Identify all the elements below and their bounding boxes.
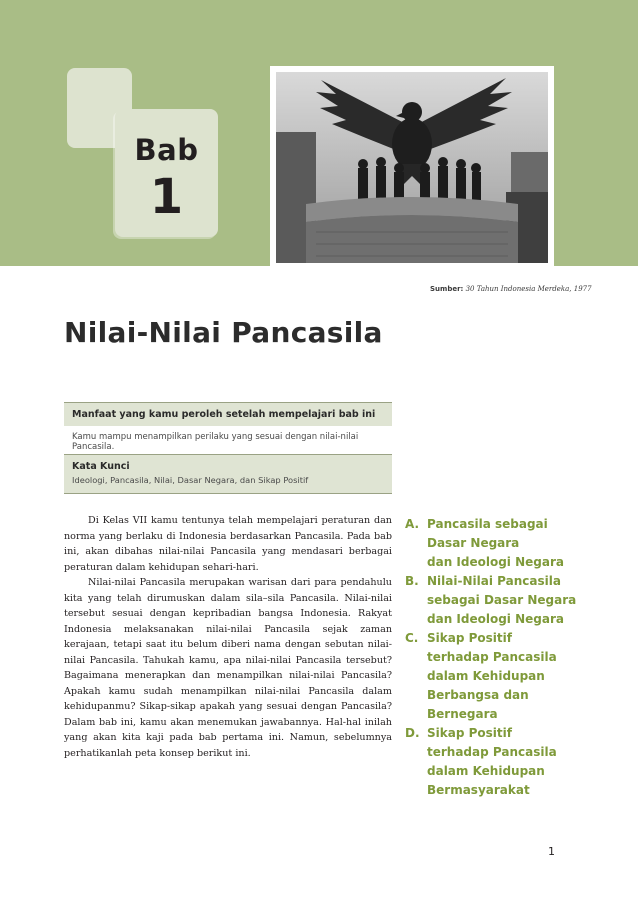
manfaat-heading: Manfaat yang kamu peroleh setelah mempelajari bab ini xyxy=(64,402,392,426)
outline-text: Nilai-Nilai Pancasila sebagai Dasar Negara dan Ideologi Negara xyxy=(427,574,577,626)
bab-number: 1 xyxy=(149,169,184,225)
outline-item xyxy=(405,629,585,724)
outline-letter: D. xyxy=(405,726,420,740)
manfaat-text: Kamu mampu menampilkan perilaku yang sesuai dengan nilai-nilai Pancasila. xyxy=(72,432,359,452)
kata-kunci-text: Ideologi, Pancasila, Nilai, Dasar Negara, dan Sikap Positif xyxy=(72,475,309,485)
photo-source-label: Sumber: xyxy=(430,285,464,293)
chapter-outline xyxy=(405,515,585,800)
intro-paragraph: Nilai-nilai Pancasila merupakan warisan dari para pendahulu kita yang telah dirumuskan dalam sila–sila Pancasila. Nilai-nilai tersebut sesuai dengan kepribadian bangsa Indonesia. Rakyat Indonesia melaksanakan nilai-nilai Pancasila sejak zaman kerajaan, tetapi saat itu belum diberi nama dengan sebutan nilai-nilai Pancasila. Tahukah kamu, apa nilai-nilai Pancasila tersebut? Bagaimana menerapkan dan menampilkan nilai-nilai Pancasila? Apakah kamu sudah menampilkan nilai-nilai Pancasila dalam kehidupanmu? Sikap-sikap apakah yang sesuai dengan Pancasila? Dalam bab ini, kamu akan menemukan jawabannya. Hal-hal inilah yang akan kita kaji pada bab pertama ini. Namun, sebelumnya perhatikanlah peta konsep berikut ini. xyxy=(64,577,392,759)
outline-letter: C. xyxy=(405,631,419,645)
outline-item xyxy=(405,724,585,800)
outline-text: Pancasila sebagai Dasar Negara dan Ideologi Negara xyxy=(427,517,564,569)
outline-text: Sikap Positif terhadap Pancasila dalam Kehidupan Bermasyarakat xyxy=(427,726,557,797)
bab-label: Bab xyxy=(134,133,199,167)
manfaat-box xyxy=(64,402,392,459)
kata-kunci-box xyxy=(64,454,392,494)
photo-source-text: 30 Tahun Indonesia Merdeka, 1977 xyxy=(465,285,592,293)
chapter-photo xyxy=(270,66,554,269)
intro-paragraph: Di Kelas VII kamu tentunya telah mempelajari peraturan dan norma yang berlaku di Indonesia berdasarkan Pancasila. Pada bab ini, akan dibahas nilai-nilai Pancasila yang mendasari berbagai peraturan dalam kehidupan sehari-hari. xyxy=(64,515,392,573)
chapter-title: Nilai-Nilai Pancasila xyxy=(64,316,383,349)
kata-kunci-heading: Kata Kunci xyxy=(72,461,130,472)
photo-source xyxy=(430,285,592,293)
outline-letter: A. xyxy=(405,517,420,531)
garuda-monument-photo xyxy=(276,72,548,263)
page-number: 1 xyxy=(548,845,555,858)
outline-letter: B. xyxy=(405,574,419,588)
outline-item xyxy=(405,515,585,572)
outline-item xyxy=(405,572,585,629)
outline-text: Sikap Positif terhadap Pancasila dalam Kehidupan Berbangsa dan Bernegara xyxy=(427,631,557,721)
chapter-tab xyxy=(115,109,218,237)
intro-text xyxy=(64,513,392,761)
